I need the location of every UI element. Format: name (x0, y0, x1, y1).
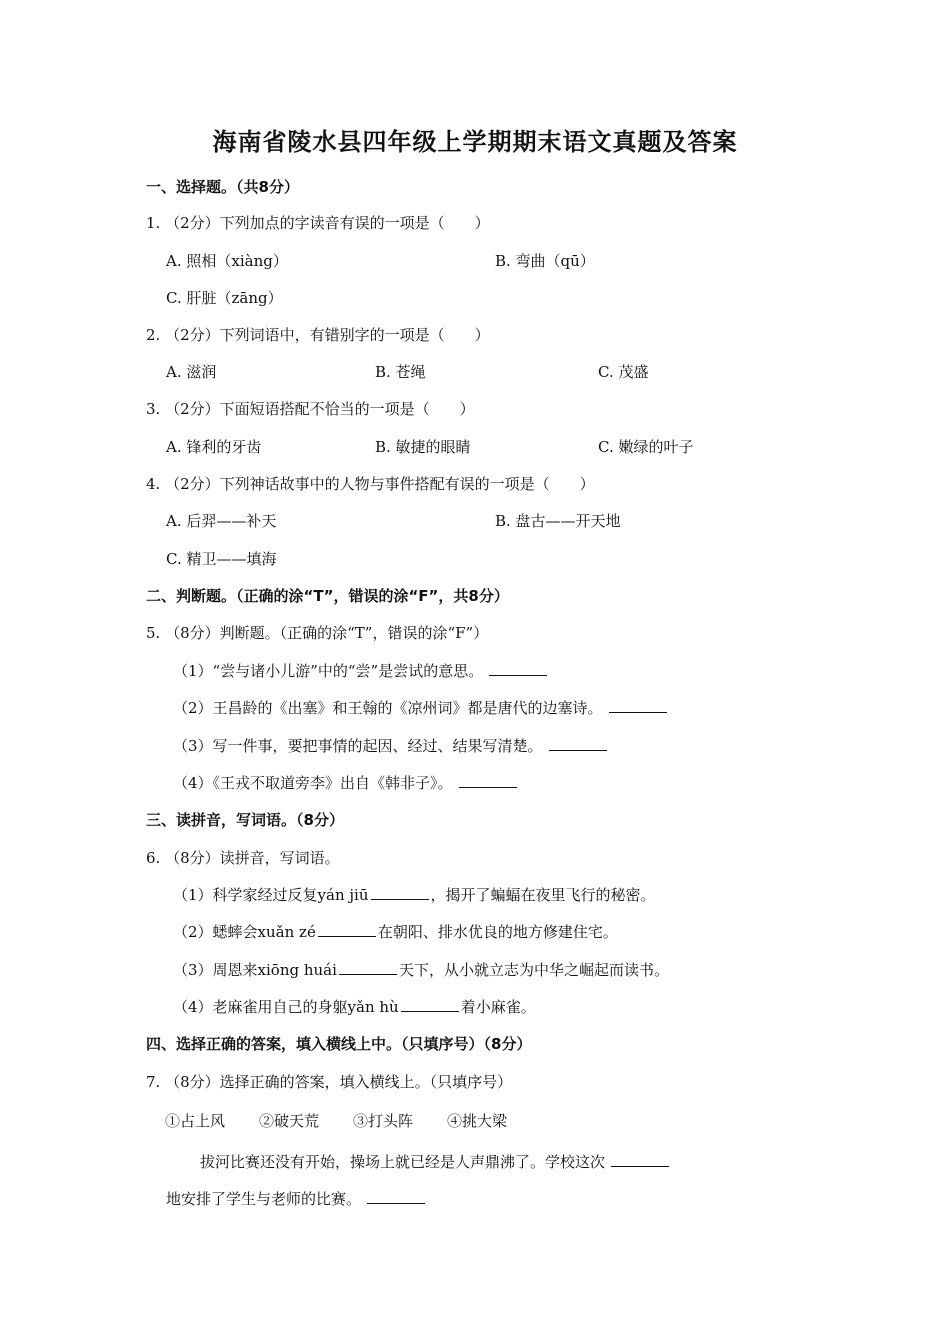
question-3-option-a: A. 锋利的牙齿 (166, 438, 262, 456)
pinyin-text: yán jiū (317, 886, 369, 904)
question-6-stem: 6. （8分）读拼音，写词语。 (146, 849, 340, 867)
answer-blank[interactable] (549, 736, 607, 751)
pinyin-text: xiōng huái (257, 961, 337, 979)
question-3-option-b: B. 敏捷的眼睛 (375, 438, 471, 456)
question-4-option-c: C. 精卫——填海 (166, 550, 277, 568)
answer-blank[interactable] (318, 922, 376, 937)
page-title: 海南省陵水县四年级上学期期末语文真题及答案 (212, 127, 738, 156)
question-6-item: （1）科学家经过反复yán jiū ，揭开了蝙蝠在夜里飞行的秘密。 (173, 886, 656, 904)
section-heading-choice: 一、选择题。（共8分） (146, 178, 299, 196)
question-5-item: （1）“尝与诸小儿游”中的“尝”是尝试的意思。 (173, 660, 547, 681)
answer-blank[interactable] (611, 1152, 669, 1167)
question-5-stem: 5. （8分）判断题。（正确的涂“T”，错误的涂“F”） (146, 624, 489, 642)
question-7-passage-line: 地安排了学生与老师的比赛。 (166, 1188, 425, 1209)
question-2-option-b: B. 苍绳 (375, 363, 426, 381)
section-heading-pinyin: 三、读拼音，写词语。（8分） (146, 811, 344, 829)
section-heading-fill-in: 四、选择正确的答案，填入横线上中。（只填序号）（8分） (146, 1035, 532, 1053)
question-7-option: ①占上风 (165, 1112, 226, 1130)
answer-blank[interactable] (609, 698, 667, 713)
answer-blank[interactable] (459, 773, 517, 788)
answer-blank[interactable] (339, 960, 397, 975)
question-3-option-c: C. 嫩绿的叶子 (598, 438, 694, 456)
question-1-option-a: A. 照相（xiàng） (166, 252, 288, 270)
question-2-option-a: A. 滋润 (166, 363, 217, 381)
question-6-item: （3）周恩来xiōng huái 天下，从小就立志为中华之崛起而读书。 (173, 961, 669, 979)
answer-blank[interactable] (371, 885, 429, 900)
question-1-option-b: B. 弯曲（qū） (495, 252, 595, 270)
answer-blank[interactable] (367, 1189, 425, 1204)
question-7-option: ③打头阵 (353, 1112, 414, 1130)
question-4-option-a: A. 后羿——补天 (166, 512, 277, 530)
pinyin-text: yǎn hù (347, 998, 399, 1016)
question-5-item: （4）《王戎不取道旁李》出自《韩非子》。 (173, 772, 517, 793)
question-7-stem: 7. （8分）选择正确的答案，填入横线上。（只填序号） (146, 1073, 513, 1091)
question-6-item: （2）蟋蟀会xuǎn zé 在朝阳、排水优良的地方修建住宅。 (173, 923, 618, 941)
section-heading-judgement: 二、判断题。（正确的涂“T”，错误的涂“F”，共8分） (146, 587, 509, 605)
question-2-stem: 2. （2分）下列词语中，有错别字的一项是（ ） (146, 326, 490, 344)
question-1-option-c: C. 肝脏（zāng） (166, 289, 283, 307)
pinyin-text: xuǎn zé (257, 923, 316, 941)
answer-blank[interactable] (401, 997, 459, 1012)
question-2-option-c: C. 茂盛 (598, 363, 649, 381)
question-5-item: （2）王昌龄的《出塞》和王翰的《凉州词》都是唐代的边塞诗。 (173, 697, 667, 718)
question-5-item: （3）写一件事，要把事情的起因、经过、结果写清楚。 (173, 735, 607, 756)
question-1-stem: 1. （2分）下列加点的字读音有误的一项是（ ） (146, 214, 490, 232)
question-4-option-b: B. 盘古——开天地 (495, 512, 621, 530)
question-7-passage-line: 拔河比赛还没有开始，操场上就已经是人声鼎沸了。学校这次 (200, 1151, 669, 1172)
question-7-option: ②破天荒 (259, 1112, 320, 1130)
answer-blank[interactable] (489, 661, 547, 676)
question-3-stem: 3. （2分）下面短语搭配不恰当的一项是（ ） (146, 400, 475, 418)
question-4-stem: 4. （2分）下列神话故事中的人物与事件搭配有误的一项是（ ） (146, 475, 595, 493)
question-7-option: ④挑大梁 (447, 1112, 508, 1130)
question-6-item: （4）老麻雀用自己的身躯yǎn hù 着小麻雀。 (173, 998, 536, 1016)
